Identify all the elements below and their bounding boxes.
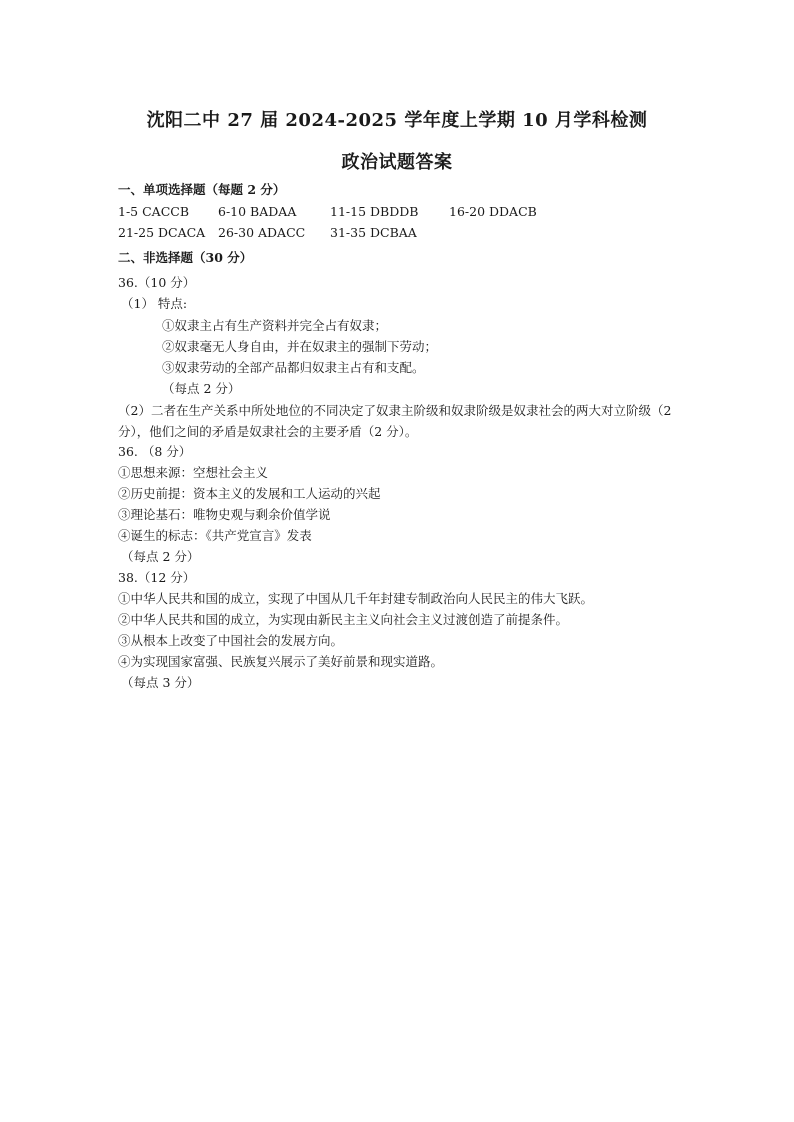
answer-point: ④诞生的标志：《共产党宣言》发表 [118,528,312,543]
answer-group: 6-10 BADAA [218,204,297,219]
answer-group: 31-35 DCBAA [330,225,417,240]
question-number: 38.（12 分） [118,570,196,585]
page-subtitle: 政治试题答案 [341,152,453,173]
answer-point: ②中华人民共和国的成立，为实现由新民主主义向社会主义过渡创造了前提条件。 [118,612,569,627]
answer-point: ①中华人民共和国的成立，实现了中国从几千年封建专制政治向人民民主的伟大飞跃。 [118,591,594,606]
question-number: 36. （8 分） [118,444,192,459]
score-note: （每点 2 分） [121,549,200,564]
answer-point: ②历史前提：资本主义的发展和工人运动的兴起 [118,486,381,501]
answer-point: ①奴隶主占有生产资料并完全占有奴隶； [162,318,388,333]
answer-group: 21-25 DCACA [118,225,206,240]
score-note: （每点 3 分） [121,675,200,690]
question-number: 36.（10 分） [118,275,196,290]
answer-point: ③理论基石：唯物史观与剩余价值学说 [118,507,331,522]
answer-group: 16-20 DDACB [449,204,537,219]
answer-point: ④为实现国家富强、民族复兴展示了美好前景和现实道路。 [118,654,444,669]
score-note: （每点 2 分） [162,381,241,396]
answer-group: 26-30 ADACC [218,225,306,240]
answer-group: 11-15 DBDDB [330,204,419,219]
question-part-label: （1） 特点: [121,296,188,311]
answer-point: ②奴隶毫无人身自由，并在奴隶主的强制下劳动； [162,339,438,354]
answer-point: ③从根本上改变了中国社会的发展方向。 [118,633,344,648]
answer-group: 1-5 CACCB [118,204,190,219]
section2-heading: 二、非选择题（30 分） [118,250,253,265]
answer-paragraph: （2）二者在生产关系中所处地位的不同决定了奴隶主阶级和奴隶阶级是奴隶社会的两大对立阶级（2 分），他们之间的矛盾是奴隶社会的主要矛盾（2 分）。 [118,403,672,439]
answer-point: ③奴隶劳动的全部产品都归奴隶主占有和支配。 [162,360,425,375]
page-title: 沈阳二中 27 届 2024-2025 学年度上学期 10 月学科检测 [146,110,648,131]
section1-heading: 一、单项选择题（每题 2 分） [118,182,286,197]
answer-point: ①思想来源：空想社会主义 [118,465,269,480]
